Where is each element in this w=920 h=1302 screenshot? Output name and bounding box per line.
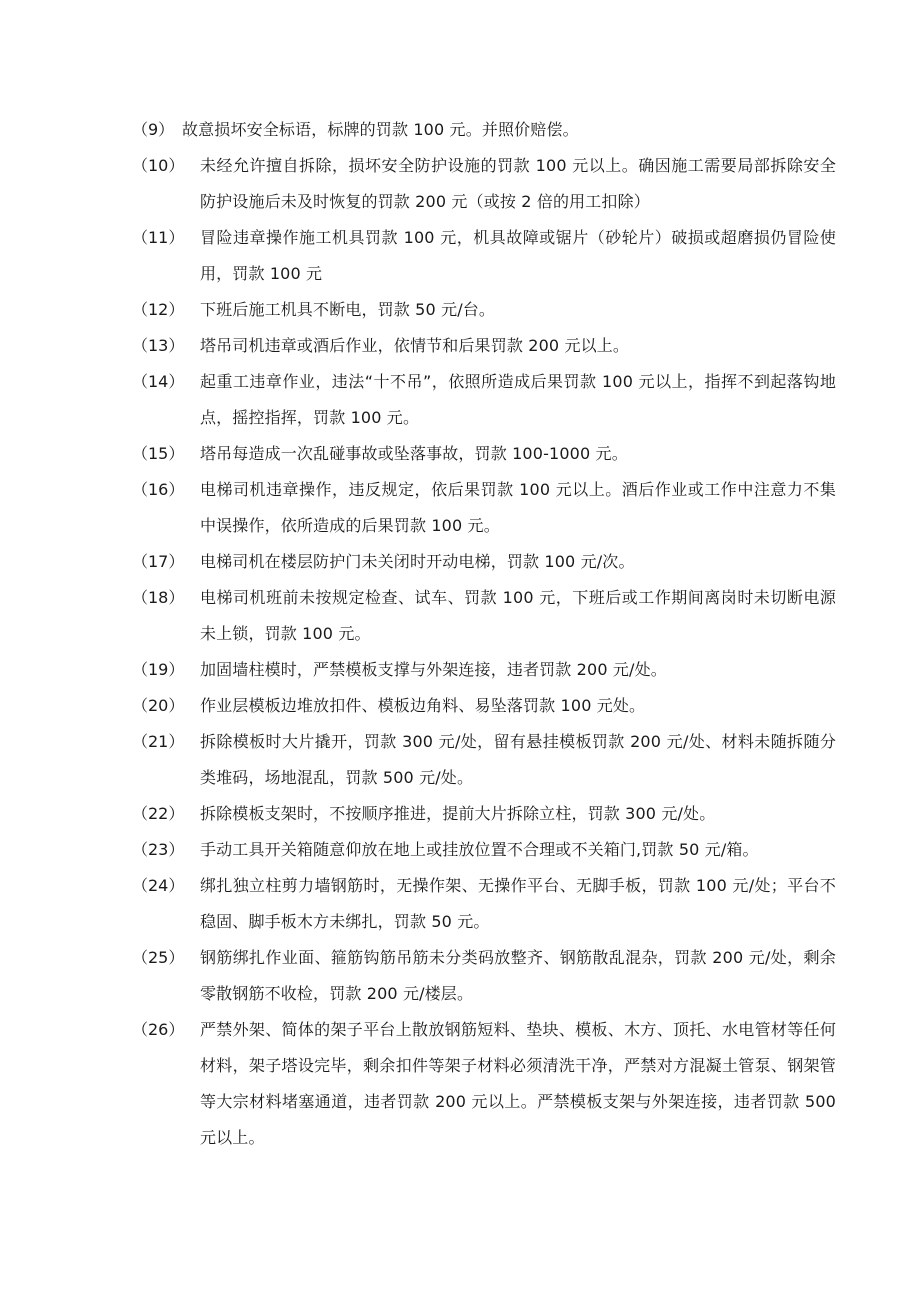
list-item (132, 436, 836, 472)
item-number: （24） (132, 876, 185, 895)
list-item (132, 940, 836, 1012)
item-number: （9） (132, 120, 175, 139)
item-number: （21） (132, 732, 185, 751)
item-text: 绑扎独立柱剪力墙钢筋时，无操作架、无操作平台、无脚手板，罚款 100 元/处；平台不稳固、脚手板木方未绑扎，罚款 50 元。 (200, 876, 836, 931)
item-text: 拆除模板支架时，不按顺序推进，提前大片拆除立柱，罚款 300 元/处。 (200, 804, 716, 823)
list-item (132, 292, 836, 328)
item-number: （20） (132, 696, 185, 715)
item-number: （14） (132, 372, 185, 391)
list-item (132, 148, 836, 220)
penalty-list (132, 112, 836, 1156)
list-item (132, 724, 836, 796)
item-number: （25） (132, 948, 185, 967)
item-number: （11） (132, 228, 185, 247)
list-item (132, 544, 836, 580)
item-number: （16） (132, 480, 185, 499)
item-text: 下班后施工机具不断电，罚款 50 元/台。 (200, 300, 496, 319)
item-number: （15） (132, 444, 185, 463)
list-item (132, 580, 836, 652)
item-text: 故意损坏安全标语，标牌的罚款 100 元。并照价赔偿。 (182, 120, 579, 139)
item-text: 手动工具开关箱随意仰放在地上或挂放位置不合理或不关箱门,罚款 50 元/箱。 (200, 840, 759, 859)
item-text: 电梯司机班前未按规定检查、试车、罚款 100 元，下班后或工作期间离岗时未切断电源未上锁，罚款 100 元。 (200, 588, 836, 643)
item-text: 未经允许擅自拆除，损坏安全防护设施的罚款 100 元以上。确因施工需要局部拆除安全防护设施后未及时恢复的罚款 200 元（或按 2 倍的用工扣除） (200, 156, 836, 211)
list-item (132, 832, 836, 868)
list-item (132, 796, 836, 832)
list-item (132, 652, 836, 688)
item-text: 拆除模板时大片撬开，罚款 300 元/处，留有悬挂模板罚款 200 元/处、材料未随拆随分类堆码，场地混乱，罚款 500 元/处。 (200, 732, 836, 787)
item-number: （19） (132, 660, 185, 679)
item-text: 加固墙柱模时，严禁模板支撑与外架连接，违者罚款 200 元/处。 (200, 660, 667, 679)
item-text: 作业层模板边堆放扣件、模板边角料、易坠落罚款 100 元处。 (200, 696, 646, 715)
item-number: （23） (132, 840, 185, 859)
list-item (132, 112, 836, 148)
item-text: 严禁外架、简体的架子平台上散放钢筋短料、垫块、模板、木方、顶托、水电管材等任何材料，架子塔设完毕，剩余扣件等架子材料必须清洗干净，严禁对方混凝土管泵、钢架管等大宗材料堵塞通道，违者罚款 200 元以上。严禁模板支架与外架连接，违者罚款 500 元以上。 (200, 1020, 836, 1147)
item-text: 电梯司机在楼层防护门未关闭时开动电梯，罚款 100 元/次。 (200, 552, 635, 571)
list-item (132, 1012, 836, 1156)
list-item (132, 868, 836, 940)
list-item (132, 472, 836, 544)
item-number: （22） (132, 804, 185, 823)
list-item (132, 328, 836, 364)
item-number: （12） (132, 300, 185, 319)
item-number: （18） (132, 588, 185, 607)
list-item (132, 688, 836, 724)
item-number: （17） (132, 552, 185, 571)
item-text: 起重工违章作业，违法“十不吊”，依照所造成后果罚款 100 元以上，指挥不到起落钩地点，摇控指挥，罚款 100 元。 (200, 372, 836, 427)
item-text: 塔吊每造成一次乱碰事故或坠落事故，罚款 100-1000 元。 (200, 444, 628, 463)
item-number: （10） (132, 156, 185, 175)
list-item (132, 364, 836, 436)
item-text: 钢筋绑扎作业面、箍筋钩筋吊筋未分类码放整齐、钢筋散乱混杂，罚款 200 元/处，剩余零散钢筋不收检，罚款 200 元/楼层。 (200, 948, 836, 1003)
item-number: （13） (132, 336, 185, 355)
item-number: （26） (132, 1020, 185, 1039)
item-text: 冒险违章操作施工机具罚款 100 元，机具故障或锯片（砂轮片）破损或超磨损仍冒险使用，罚款 100 元 (200, 228, 836, 283)
item-text: 塔吊司机违章或酒后作业，依情节和后果罚款 200 元以上。 (200, 336, 630, 355)
list-item (132, 220, 836, 292)
item-text: 电梯司机违章操作，违反规定，依后果罚款 100 元以上。酒后作业或工作中注意力不集中误操作，依所造成的后果罚款 100 元。 (200, 480, 836, 535)
